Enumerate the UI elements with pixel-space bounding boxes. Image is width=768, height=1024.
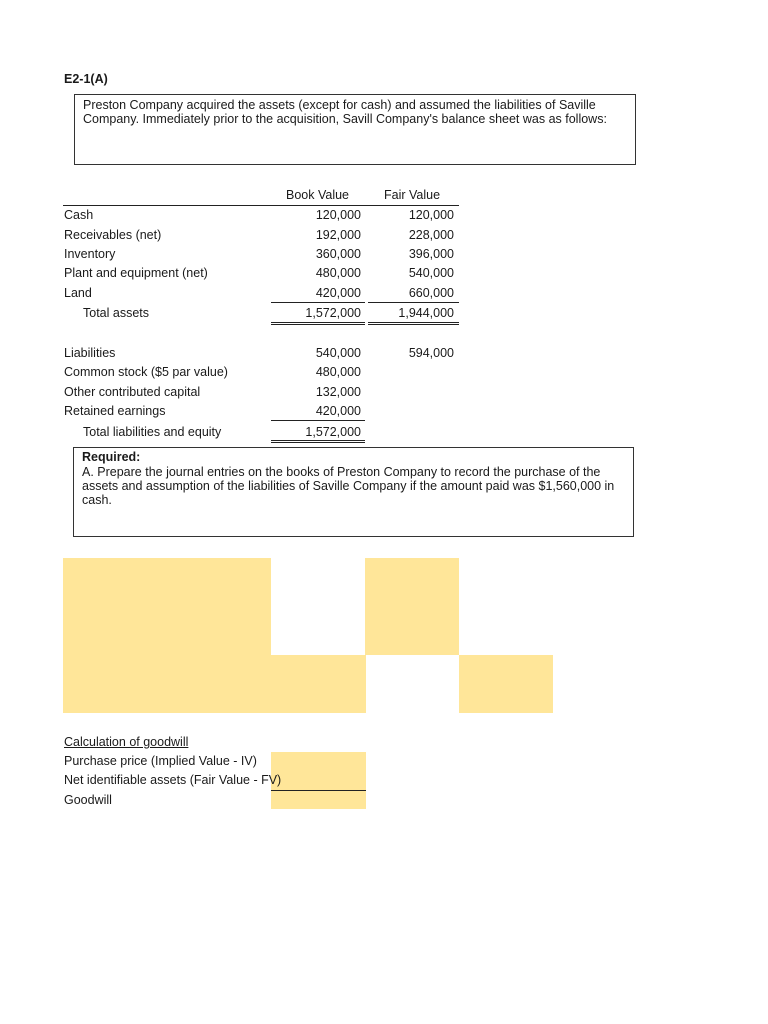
book-value: 120,000	[315, 208, 361, 222]
goodwill-row-label: Purchase price (Implied Value - IV)	[64, 754, 257, 768]
fair-value: 594,000	[408, 346, 454, 360]
row-label: Land	[64, 286, 92, 300]
goodwill-heading: Calculation of goodwill	[64, 735, 189, 749]
subtotal-rule	[271, 302, 365, 303]
double-rule	[368, 322, 459, 323]
header-rule	[63, 205, 459, 206]
total-assets-book: 1,572,000	[305, 306, 361, 320]
subtotal-rule	[368, 302, 459, 303]
book-value: 420,000	[315, 404, 361, 418]
fair-value: 120,000	[408, 208, 454, 222]
fair-value: 396,000	[408, 247, 454, 261]
row-label: Liabilities	[64, 346, 116, 360]
col-header-book: Book Value	[286, 188, 350, 202]
required-text: A. Prepare the journal entries on the books of Preston Company to record the purchase of the assets and assumption of the liabilities of Saville Company if the amount paid was $1,560,000 in cash.	[82, 465, 615, 507]
book-value: 420,000	[315, 286, 361, 300]
fair-value: 540,000	[408, 266, 454, 280]
intro-text: Preston Company acquired the assets (except for cash) and assumed the liabilities of Saville Company. Immediately prior to the acquisition, Savill Company's balance sheet was as follows:	[83, 98, 607, 126]
double-rule	[271, 442, 365, 443]
book-value: 360,000	[315, 247, 361, 261]
double-rule	[271, 322, 365, 323]
row-label: Receivables (net)	[64, 228, 162, 242]
row-label: Plant and equipment (net)	[64, 266, 208, 280]
row-label: Retained earnings	[64, 404, 166, 418]
book-value: 192,000	[315, 228, 361, 242]
subtotal-rule	[271, 420, 365, 421]
double-rule	[271, 324, 365, 325]
row-label: Inventory	[64, 247, 116, 261]
journal-debit-cell[interactable]	[365, 558, 459, 655]
double-rule	[271, 440, 365, 441]
total-assets-label: Total assets	[83, 306, 150, 320]
exercise-title: E2-1(A)	[64, 72, 108, 86]
total-assets-fair: 1,944,000	[398, 306, 454, 320]
required-heading: Required:	[82, 450, 141, 464]
journal-account-cell[interactable]	[63, 558, 271, 713]
row-label: Common stock ($5 par value)	[64, 365, 228, 379]
purchase-price-cell[interactable]	[271, 752, 366, 771]
goodwill-row-label: Net identifiable assets (Fair Value - FV)	[64, 773, 282, 787]
required-box	[73, 447, 634, 537]
net-assets-cell[interactable]	[271, 771, 366, 790]
total-le-label: Total liabilities and equity	[83, 425, 222, 439]
double-rule	[368, 324, 459, 325]
fair-value: 228,000	[408, 228, 454, 242]
goodwill-row-label: Goodwill	[64, 793, 112, 807]
journal-credit-cell[interactable]	[459, 655, 553, 713]
fair-value: 660,000	[408, 286, 454, 300]
goodwill-cell[interactable]	[271, 791, 366, 809]
col-header-fair: Fair Value	[384, 188, 441, 202]
book-value: 480,000	[315, 365, 361, 379]
row-label: Cash	[64, 208, 94, 222]
book-value: 480,000	[315, 266, 361, 280]
journal-debit-cell[interactable]	[271, 655, 366, 713]
total-le-book: 1,572,000	[305, 425, 361, 439]
intro-box	[74, 94, 636, 165]
book-value: 540,000	[315, 346, 361, 360]
row-label: Other contributed capital	[64, 385, 201, 399]
book-value: 132,000	[315, 385, 361, 399]
